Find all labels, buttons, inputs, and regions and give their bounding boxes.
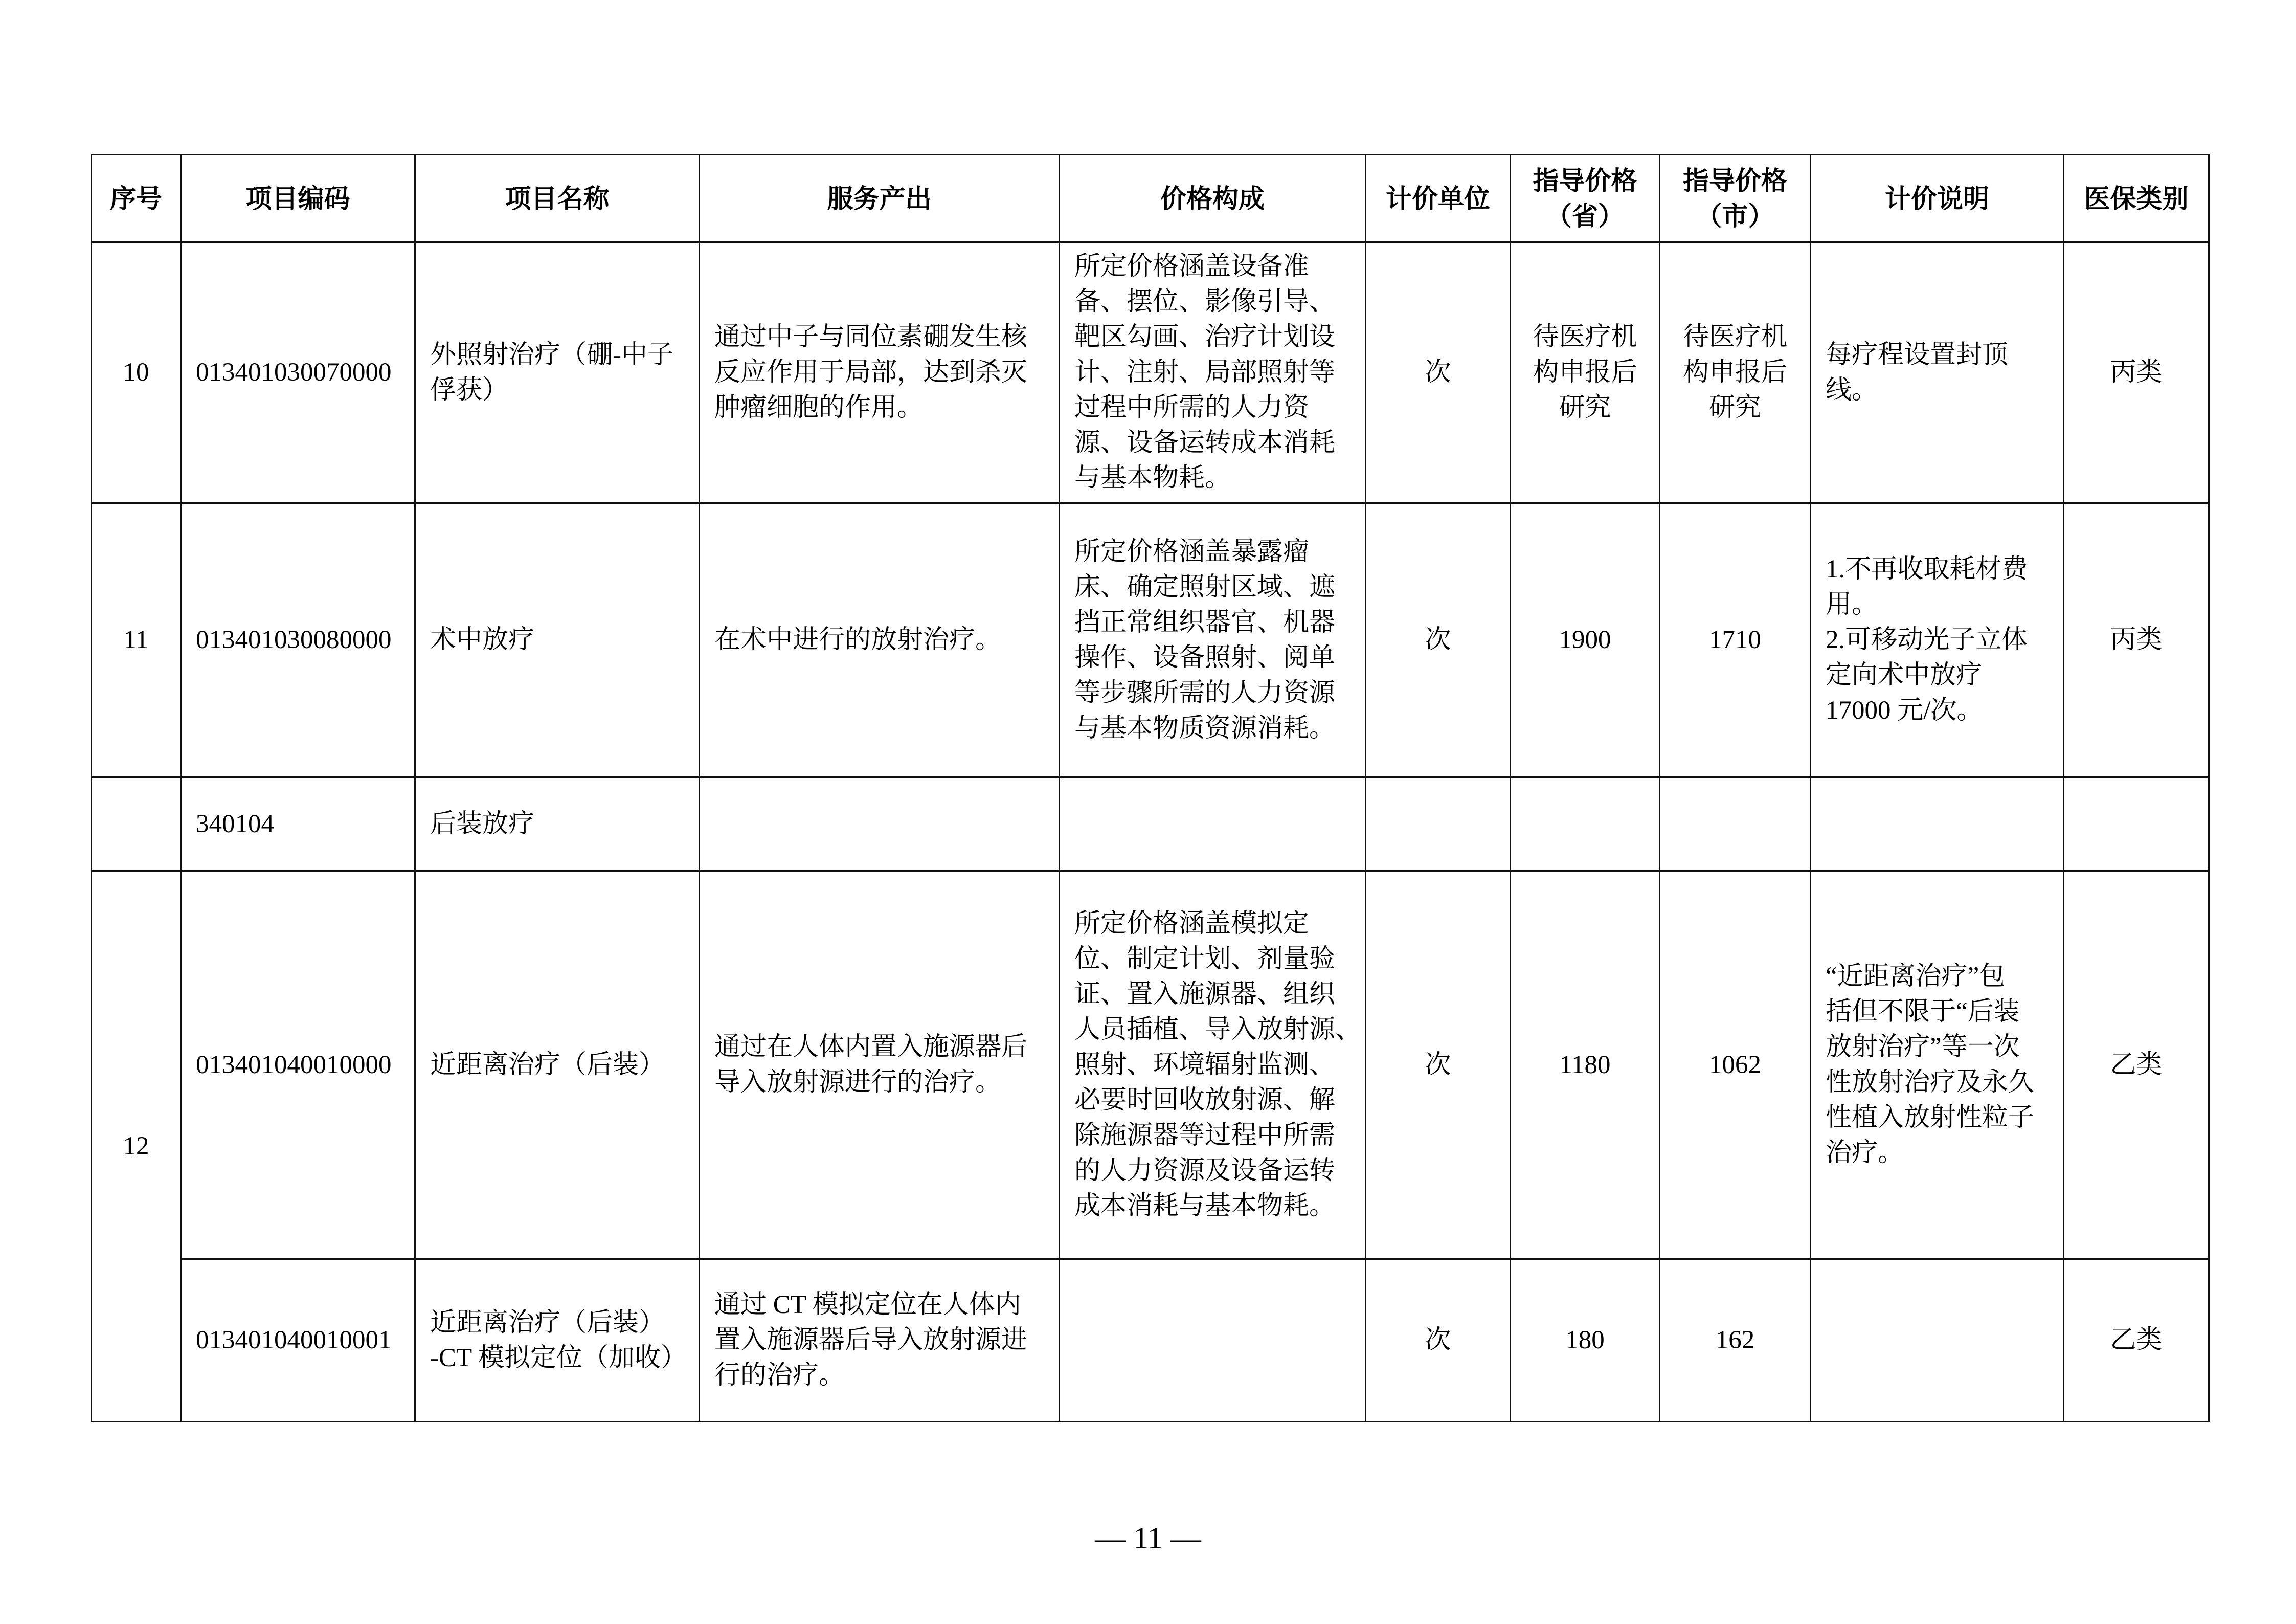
header-seq: 序号 — [92, 155, 181, 242]
row-price-composition — [1060, 777, 1366, 871]
row-price-province: 180 — [1511, 1259, 1660, 1422]
row-pricing-note — [1811, 1259, 2064, 1422]
row-price-composition: 所定价格涵盖设备准 备、摆位、影像引导、 靶区勾画、治疗计划设 计、注射、局部照射等 过程中所需的人力资 源、设备运转成本消耗 与基本物耗。 — [1060, 242, 1366, 503]
row-unit: 次 — [1366, 871, 1511, 1259]
row-price-city: 1710 — [1660, 503, 1811, 777]
row-unit: 次 — [1366, 242, 1511, 503]
row-price-composition: 所定价格涵盖暴露瘤 床、确定照射区域、遮 挡正常组织器官、机器 操作、设备照射、阅单 等步骤所需的人力资源 与基本物质资源消耗。 — [1060, 503, 1366, 777]
row-price-province: 1900 — [1511, 503, 1660, 777]
row-service-output: 在术中进行的放射治疗。 — [700, 503, 1060, 777]
row-service-output: 通过中子与同位素硼发生核 反应作用于局部，达到杀灭 肿瘤细胞的作用。 — [700, 242, 1060, 503]
header-price-province: 指导价格 （省） — [1511, 155, 1660, 242]
header-price-city: 指导价格 （市） — [1660, 155, 1811, 242]
row-code: 340104 — [181, 777, 415, 871]
row-price-city: 162 — [1660, 1259, 1811, 1422]
header-insurance-category: 医保类别 — [2064, 155, 2209, 242]
row-seq — [92, 777, 181, 871]
header-service-output: 服务产出 — [700, 155, 1060, 242]
price-table — [91, 154, 2210, 1422]
row-name: 外照射治疗（硼-中子 俘获） — [415, 242, 700, 503]
row-unit: 次 — [1366, 1259, 1511, 1422]
row-name: 后装放疗 — [415, 777, 700, 871]
row-price-city: 待医疗机 构申报后 研究 — [1660, 242, 1811, 503]
row-name: 近距离治疗（后装） — [415, 871, 700, 1259]
row-insurance-category — [2064, 777, 2209, 871]
page-number: — 11 — — [1095, 1521, 1201, 1555]
row-service-output: 通过 CT 模拟定位在人体内 置入施源器后导入放射源进 行的治疗。 — [700, 1259, 1060, 1422]
row-name: 术中放疗 — [415, 503, 700, 777]
row-insurance-category: 丙类 — [2064, 503, 2209, 777]
row-price-composition — [1060, 1259, 1366, 1422]
table-row — [92, 871, 2209, 1259]
row-pricing-note: 每疗程设置封顶 线。 — [1811, 242, 2064, 503]
header-unit: 计价单位 — [1366, 155, 1511, 242]
header-price-composition: 价格构成 — [1060, 155, 1366, 242]
row-seq: 11 — [92, 503, 181, 777]
row-name: 近距离治疗（后装） -CT 模拟定位（加收） — [415, 1259, 700, 1422]
row-pricing-note: 1.不再收取耗材费 用。 2.可移动光子立体 定向术中放疗 17000 元/次。 — [1811, 503, 2064, 777]
row-price-province — [1511, 777, 1660, 871]
row-insurance-category: 乙类 — [2064, 871, 2209, 1259]
row-insurance-category: 丙类 — [2064, 242, 2209, 503]
category-row — [92, 777, 2209, 871]
header-name: 项目名称 — [415, 155, 700, 242]
table-row — [92, 503, 2209, 777]
row-code: 013401040010000 — [181, 871, 415, 1259]
header-pricing-note: 计价说明 — [1811, 155, 2064, 242]
row-insurance-category: 乙类 — [2064, 1259, 2209, 1422]
header-code: 项目编码 — [181, 155, 415, 242]
row-code: 013401030070000 — [181, 242, 415, 503]
row-seq: 10 — [92, 242, 181, 503]
table-row — [92, 1259, 2209, 1422]
row-code: 013401040010001 — [181, 1259, 415, 1422]
row-service-output: 通过在人体内置入施源器后 导入放射源进行的治疗。 — [700, 871, 1060, 1259]
row-unit: 次 — [1366, 503, 1511, 777]
row-unit — [1366, 777, 1511, 871]
header-row — [92, 155, 2209, 242]
row-service-output — [700, 777, 1060, 871]
row-price-province: 1180 — [1511, 871, 1660, 1259]
row-price-city: 1062 — [1660, 871, 1811, 1259]
table-row — [92, 242, 2209, 503]
row-price-composition: 所定价格涵盖模拟定 位、制定计划、剂量验 证、置入施源器、组织 人员插植、导入放射源、 照射、环境辐射监测、 必要时回收放射源、解 除施源器等过程中所需 的人力资源及设备运转 成本消耗与基本物耗。 — [1060, 871, 1366, 1259]
row-pricing-note: “近距离治疗”包 括但不限于“后装 放射治疗”等一次 性放射治疗及永久 性植入放射性粒子 治疗。 — [1811, 871, 2064, 1259]
row-pricing-note — [1811, 777, 2064, 871]
row-price-province: 待医疗机 构申报后 研究 — [1511, 242, 1660, 503]
row-seq: 12 — [92, 871, 181, 1422]
row-price-city — [1660, 777, 1811, 871]
row-code: 013401030080000 — [181, 503, 415, 777]
